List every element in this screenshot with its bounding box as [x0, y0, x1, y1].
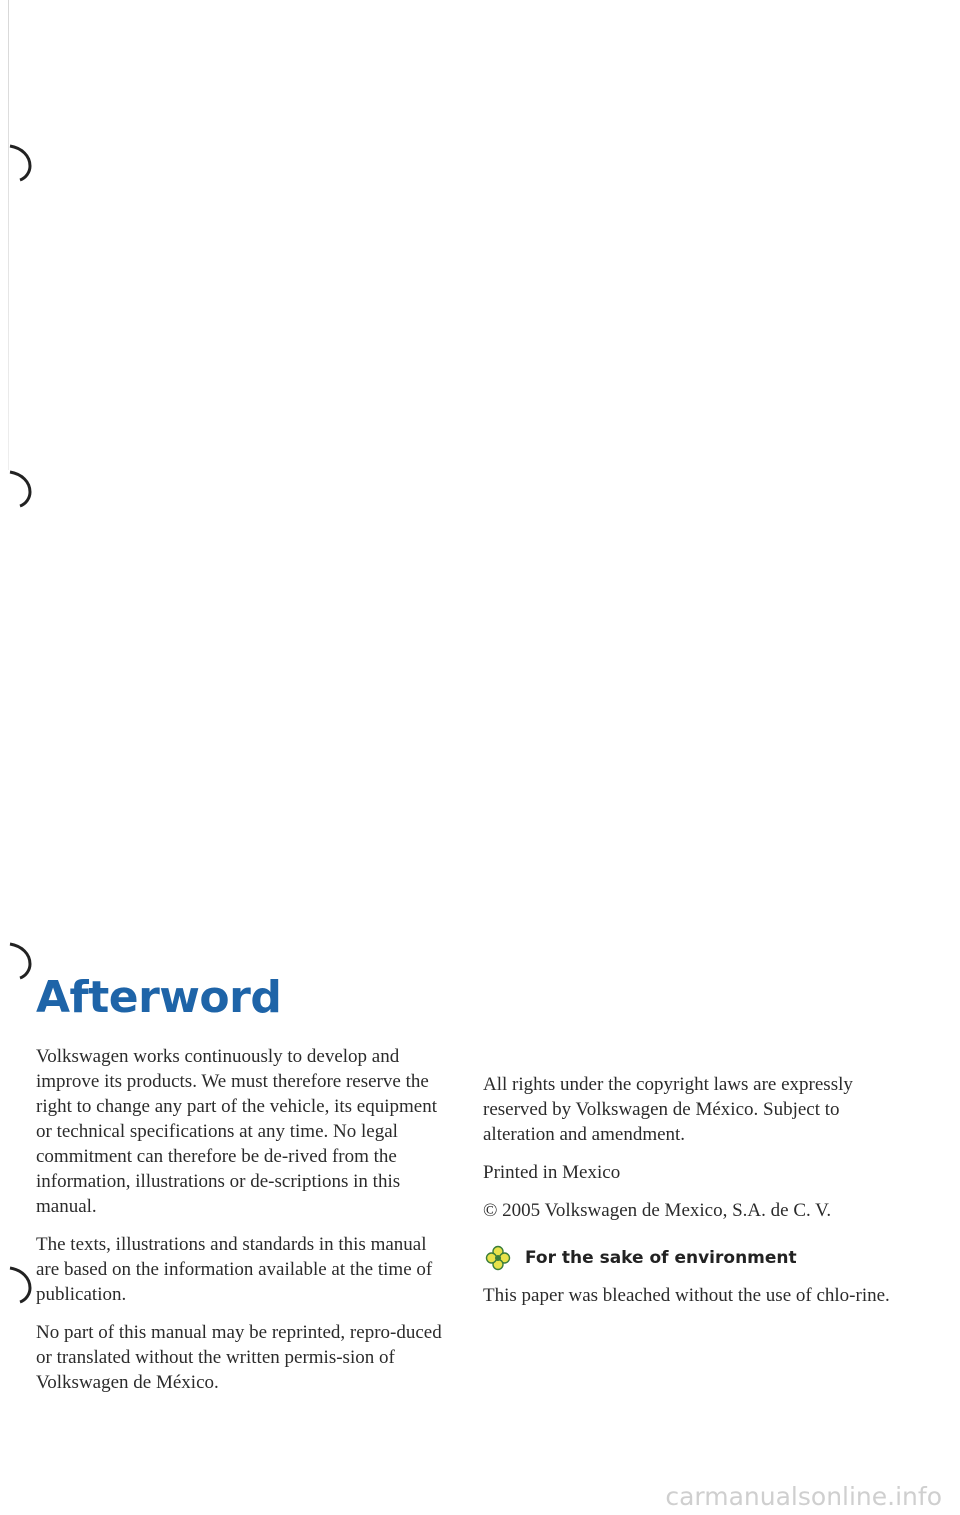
printed-in: Printed in Mexico	[483, 1162, 621, 1183]
binder-hole-mark	[8, 1264, 34, 1304]
copyright-note: All rights under the copyright laws are expressly reserved by Volkswagen de México. Subject to alteration and amendment.	[483, 1074, 853, 1145]
watermark: carmanualsonline.info	[665, 1482, 942, 1511]
environment-heading	[483, 1243, 903, 1273]
binder-hole-mark	[8, 142, 34, 182]
body-paragraph: The texts, illustrations and standards in this manual are based on the information available at the time of publication.	[36, 1234, 433, 1305]
left-column	[36, 1044, 454, 1408]
copyright-line: © 2005 Volkswagen de Mexico, S.A. de C. V.	[483, 1200, 832, 1221]
right-column	[483, 1072, 903, 1321]
binder-hole-mark	[8, 468, 34, 508]
page-title: Afterword	[36, 972, 282, 1023]
environment-text: This paper was bleached without the use of chlo-rine.	[483, 1285, 890, 1306]
body-paragraph: No part of this manual may be reprinted, repro-duced or translated without the written permis-sion of Volkswagen de México.	[36, 1322, 442, 1393]
body-paragraph: Volkswagen works continuously to develop and improve its products. We must therefore reserve the right to change any part of the vehicle, its equipment or technical specifications at any time. No legal commitment can therefore be de-rived from the information, illustrations or de-scriptions in this manual.	[36, 1046, 437, 1217]
binder-hole-mark	[8, 940, 34, 980]
environment-heading-text: For the sake of environment	[525, 1247, 797, 1268]
flower-icon	[483, 1243, 513, 1273]
page-edge-line	[8, 0, 9, 470]
